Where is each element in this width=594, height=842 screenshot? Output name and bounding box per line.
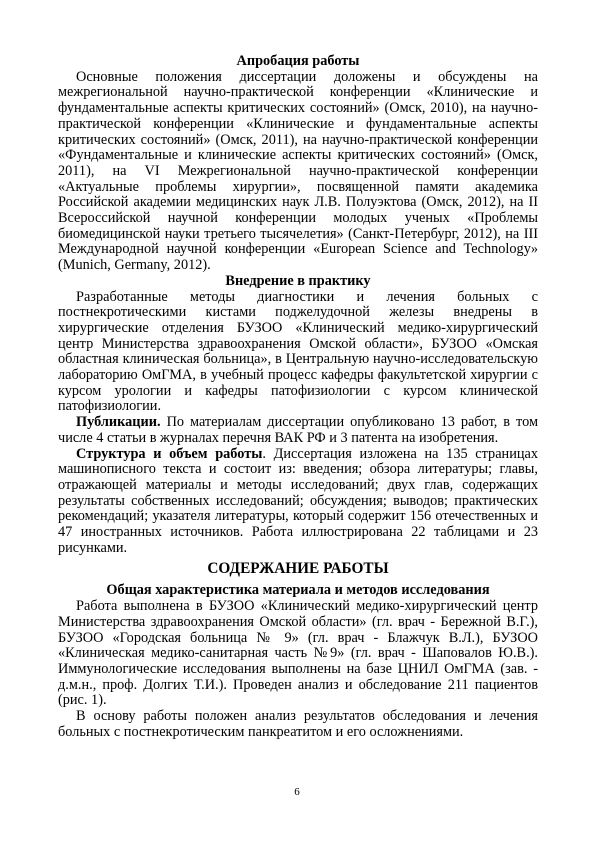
section-heading-approbation: Апробация работы [236, 53, 360, 69]
paragraph-material-basis: В основу работы положен анализ результатов обследования и лечения больных с постнекротическим панкреатитом и его осложнениями. [58, 708, 538, 740]
paragraph-material: Работа выполнена в БУЗОО «Клинический медико-хирургический центр Министерства здравоохранения Омской области» (гл. врач - Бережной В.Г.), БУЗОО «Городская больница № 9» (гл. врач - Блажчук В.Л.), БУЗОО «Клиническая медико-санитарная часть №9» (гл. врач - Шаповалов Ю.В.). Иммунологические исследования выполнены на базе ЦНИЛ ОмГМА (зав. - д.м.н., проф. Долгих Т.И.). Проведен анализ и обследование 211 пациентов (рис. 1). [58, 598, 538, 709]
structure-text: . Диссертация изложена на 135 страницах машинописного текста и состоит из: введения; обзора литературы; главы, отражающей материалы и методы исследований; двух глав, содержащих результаты собственных исследований; обсуждения; выводов; практических рекомендаций; указателя литературы, который содержит 156 отечественных и 47 иностранных источников. Работа иллюстрирована 22 таблицами и 23 рисунками. [58, 445, 538, 556]
page-content [58, 54, 538, 741]
structure-label: Структура и объем работы [76, 445, 263, 462]
section-heading-material: Общая характеристика материала и методов исследования [106, 581, 490, 598]
section-heading-contents: СОДЕРЖАНИЕ РАБОТЫ [207, 559, 389, 577]
section-heading-implementation: Внедрение в практику [225, 272, 371, 289]
page-number: 6 [294, 786, 300, 798]
publications-text: По материалам диссертации опубликовано 13 работ, в том числе 4 статьи в журналах перечня ВАК РФ и 3 патента на изобретения. [58, 414, 538, 446]
paragraph-structure [58, 447, 538, 557]
paragraph-publications [58, 415, 538, 446]
publications-label: Публикации. [76, 414, 161, 431]
paragraph-approbation: Основные положения диссертации доложены и обсуждены на межрегиональной научно-практической конференции «Клинические и фундаментальные аспекты критических состояний» (Омск, 2010), на научно-практической конференции «Клинические и фундаментальные аспекты критических состояний» (Омск, 2011), на научно-практической конференции «Фундаментальные и клинические аспекты критических состояний» (Омск, 2011), на VI Межрегиональной научно-практической конференции «Актуальные проблемы хирургии», посвященной памяти академика Российской академии медицинских наук Л.В. Полуэктова (Омск, 2012), на II Всероссийской научной конференции молодых ученых «Проблемы биомедицинской науки третьего тысячелетия» (Санкт-Петербург, 2012), на III Международной научной конференции «European Science and Technology» (Munich, Germany, 2012). [58, 68, 538, 274]
paragraph-implementation: Разработанные методы диагностики и лечения больных с постнекротическими кистами поджелудочной железы внедрены в хирургические отделения БУЗОО «Клинический медико-хирургический центр Министерства здравоохранения Омской области», БУЗОО «Омская областная клиническая больница», в Центральную научно-исследовательскую лабораторию ОмГМА, в учебный процесс кафедры факультетской хирургии с курсом урологии и кафедры патофизиологии с курсом клинической патофизиологии. [58, 288, 538, 415]
